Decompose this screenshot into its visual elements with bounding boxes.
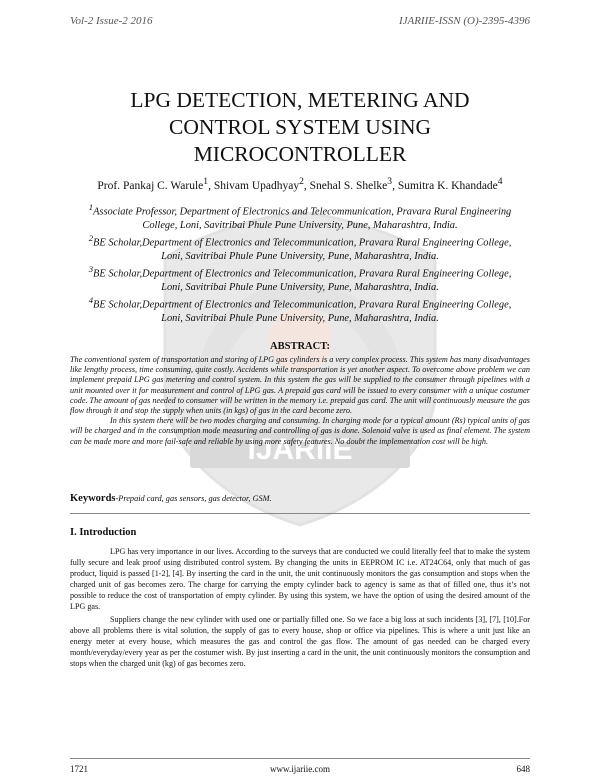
author-sep: , bbox=[392, 179, 398, 192]
author-sup: 4 bbox=[497, 176, 503, 187]
affiliation-list bbox=[70, 201, 530, 325]
abstract-heading: ABSTRACT: bbox=[270, 341, 330, 352]
footer-article-number: 1721 bbox=[70, 764, 88, 774]
affiliation-line: Loni, Savitribai Phule Pune University, Pune, Maharashtra, India. bbox=[161, 281, 439, 293]
affiliation-line: BE Scholar,Department of Electronics and Telecommunication, Pravara Rural Engineering College, bbox=[93, 299, 512, 311]
title-line: MICROCONTROLLER bbox=[193, 142, 407, 166]
author-name: Shivam Upadhyay bbox=[213, 179, 300, 192]
affiliation-line: College, Loni, Savitribai Phule Pune University, Pune, Maharashtra, India. bbox=[142, 219, 458, 231]
affiliation-sup: 1 bbox=[88, 202, 94, 212]
affiliation-sup: 2 bbox=[88, 233, 94, 244]
author-sep: , bbox=[208, 179, 214, 192]
author-sep: , bbox=[303, 179, 310, 192]
page-header bbox=[70, 15, 530, 31]
title-line: CONTROL SYSTEM USING bbox=[169, 115, 431, 139]
section-divider bbox=[70, 513, 530, 514]
affiliation-line: Associate Professor, Department of Electronics and Telecommunication, Pravara Rural Engineering bbox=[93, 206, 512, 218]
author-name: Sumitra K. Khandade bbox=[397, 179, 498, 192]
affiliation-sup: 4 bbox=[88, 295, 94, 306]
affiliation-line: BE Scholar,Department of Electronics and Telecommunication, Pravara Rural Engineering College, bbox=[93, 268, 512, 280]
affiliation-item bbox=[70, 263, 530, 294]
paper-title bbox=[70, 87, 530, 168]
author-name: Prof. Pankaj C. Warule bbox=[97, 179, 204, 192]
affiliation-line: BE Scholar,Department of Electronics and Telecommunication, Pravara Rural Engineering College, bbox=[93, 237, 512, 249]
footer-divider bbox=[70, 758, 530, 759]
author-name: Snehal S. Shelke bbox=[309, 179, 388, 192]
affiliation-line: Loni, Savitribai Phule Pune University, Pune, Maharashtra, India. bbox=[161, 312, 439, 324]
affiliation-sup: 3 bbox=[88, 264, 94, 275]
author-sup: 3 bbox=[387, 176, 393, 187]
keywords-line bbox=[70, 493, 530, 504]
abstract-body bbox=[70, 355, 530, 447]
affiliation-line: Loni, Savitribai Phule Pune University, Pune, Maharashtra, India. bbox=[161, 250, 439, 262]
footer-website-link[interactable]: www.ijariie.com bbox=[270, 764, 330, 774]
introduction-body bbox=[70, 547, 530, 673]
author-list bbox=[70, 176, 530, 192]
journal-issn: IJARIIE-ISSN (O)-2395-4396 bbox=[398, 15, 530, 27]
affiliation-item bbox=[70, 201, 530, 232]
watermark-text: IJARIIE bbox=[247, 433, 353, 466]
keywords-label: Keywords bbox=[70, 493, 116, 504]
page-footer bbox=[70, 764, 530, 776]
title-line: LPG DETECTION, METERING AND bbox=[130, 88, 470, 112]
affiliation-item bbox=[70, 232, 530, 263]
volume-issue: Vol-2 Issue-2 2016 bbox=[70, 15, 153, 27]
abstract-paragraph: In this system there will be two modes charging and consuming. In charging mode for a typical amount (Rs) typical units of gas will be charged and in the consumption mode measuring and controlling of gas is done. Solenoid valve is used as final element. The system can be made more and more fail-safe and reliable by using more safety features. No doubt the implementation cost will be high. bbox=[70, 416, 530, 446]
abstract-paragraph: The conventional system of transportation and storing of LPG gas cylinders is a very complex process. This system has many disadvantages like lengthy process, time consuming, quite costly. Accidents while transportation is yet another aspect. To overcome above problem we can implement prepaid LPG gas metering and control system. In this system the gas will be supplied to the consumer through pipelines with a unit mounted over it for measurement and control of LPG gas. A prepaid gas card will be issued to every consumer with a unique costumer code. The amount of gas needed to consumer will be written in the memory i.e. prepaid gas card. The unit will continuously measure the gas flow through it and stop the supply when units (in kgs) of gas in the card become zero. bbox=[70, 355, 530, 416]
keywords-text: -Prepaid card, gas sensors, gas detector, GSM. bbox=[115, 494, 272, 503]
body-paragraph: LPG has very importance in our lives. According to the surveys that are conducted we could literally feel that to make the system fully secure and leak proof using distributed control system. By changing the units in EEPROM IC i.e. AT24C64, only that much of gas product, liquid is passed [1-2], [4]. By inserting the card in the unit, the unit continuously monitors the gas consumption and stops when the charged unit of gas becomes zero. The charge for carrying the empty cylinder back to agency is same as that of filled one, thus it’s not possible to reduce the cost of transportation of empty cylinder. By using this system, we have the option of using the desired amount of the LPG gas. bbox=[70, 547, 530, 611]
affiliation-item bbox=[70, 294, 530, 325]
footer-page-number: 648 bbox=[516, 764, 530, 774]
author-sup: 1 bbox=[203, 176, 209, 187]
body-paragraph: Suppliers change the new cylinder with used one or partially filled one. So we face a big loss at such incidents [3], [7], [10].For above all problems there is vital solution, the supply of gas to every house, shop or office via pipelines. This is where a unit just like an energy meter at every house, which measures the gas and control the gas flow. The amount of gas needed can be charged every month/everyday/every year as per the costumer wish. By just inserting a card in the unit, the unit continuously monitors the consumption and stops when the charged unit (kg) of gas becomes zero. bbox=[70, 615, 530, 669]
author-sup: 2 bbox=[299, 176, 304, 187]
introduction-heading: I. Introduction bbox=[70, 527, 137, 538]
